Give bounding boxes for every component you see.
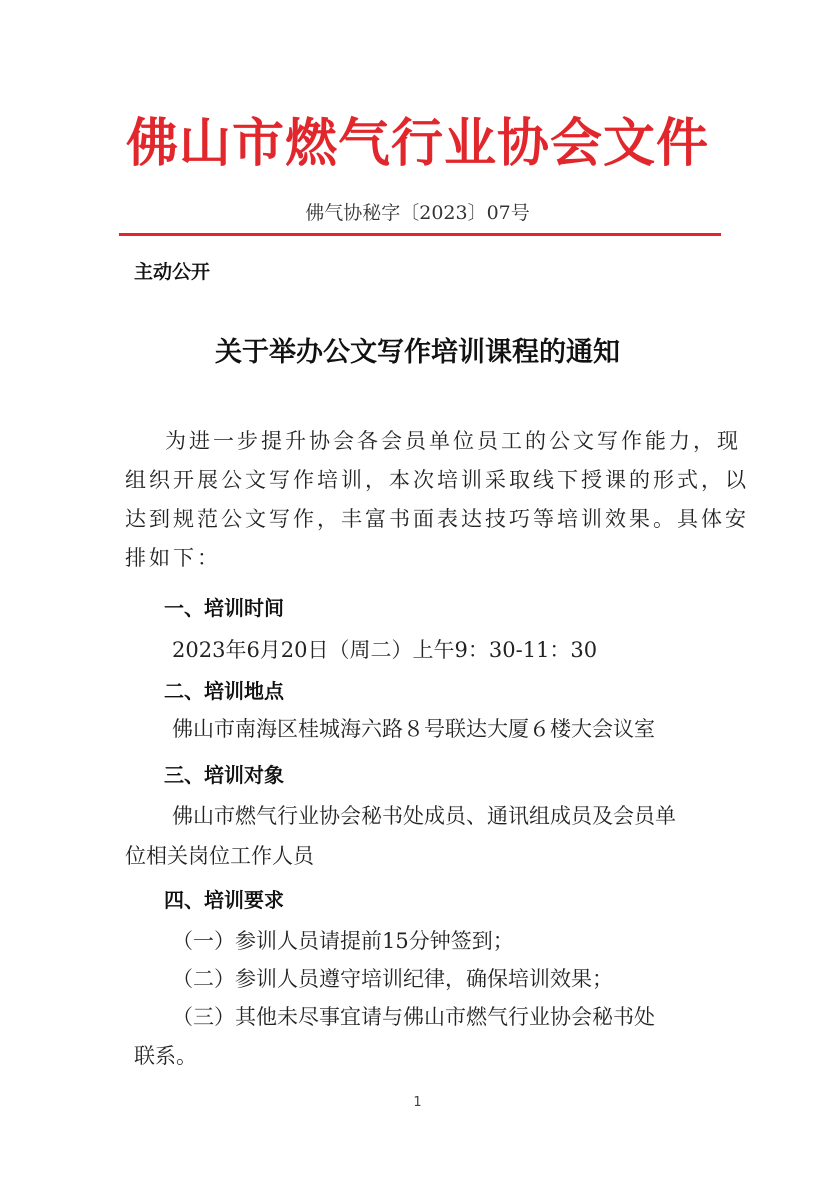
intro-line-1: 为进一步提升协会各会员单位员工的公文写作能力，现 [165, 429, 741, 453]
disclosure-label: 主动公开 [134, 261, 211, 283]
section-heading-audience: 三、培训对象 [164, 763, 284, 787]
section-heading-time: 一、培训时间 [164, 596, 284, 620]
section-text-audience-2: 位相关岗位工作人员 [125, 844, 314, 868]
intro-line-2: 组织开展公文写作培训，本次培训采取线下授课的形式，以 [125, 468, 749, 492]
org-masthead-title: 佛山市燃气行业协会文件 [125, 114, 709, 174]
section-text-time: 2023年6月20日（周二）上午9：30-11：30 [172, 638, 598, 662]
requirement-item-2: （二）参训人员遵守培训纪律，确保培训效果； [172, 967, 613, 991]
section-text-audience-1: 佛山市燃气行业协会秘书处成员、通讯组成员及会员单 [172, 804, 676, 828]
intro-line-3: 达到规范公文写作，丰富书面表达技巧等培训效果。具体安 [125, 507, 749, 531]
red-separator-line [119, 233, 721, 236]
notice-title: 关于举办公文写作培训课程的通知 [215, 337, 620, 368]
requirement-item-3: （三）其他未尽事宜请与佛山市燃气行业协会秘书处 [172, 1005, 655, 1029]
section-heading-requirements: 四、培训要求 [164, 888, 284, 912]
requirement-item-3-continuation: 联系。 [134, 1044, 197, 1068]
section-text-place: 佛山市南海区桂城海六路８号联达大厦６楼大会议室 [172, 717, 655, 741]
section-heading-place: 二、培训地点 [164, 679, 284, 703]
requirement-item-1: （一）参训人员请提前15分钟签到； [172, 929, 514, 953]
page-number: 1 [413, 1095, 422, 1110]
intro-line-4: 排如下： [125, 546, 221, 570]
document-number: 佛气协秘字〔2023〕07号 [305, 202, 530, 224]
